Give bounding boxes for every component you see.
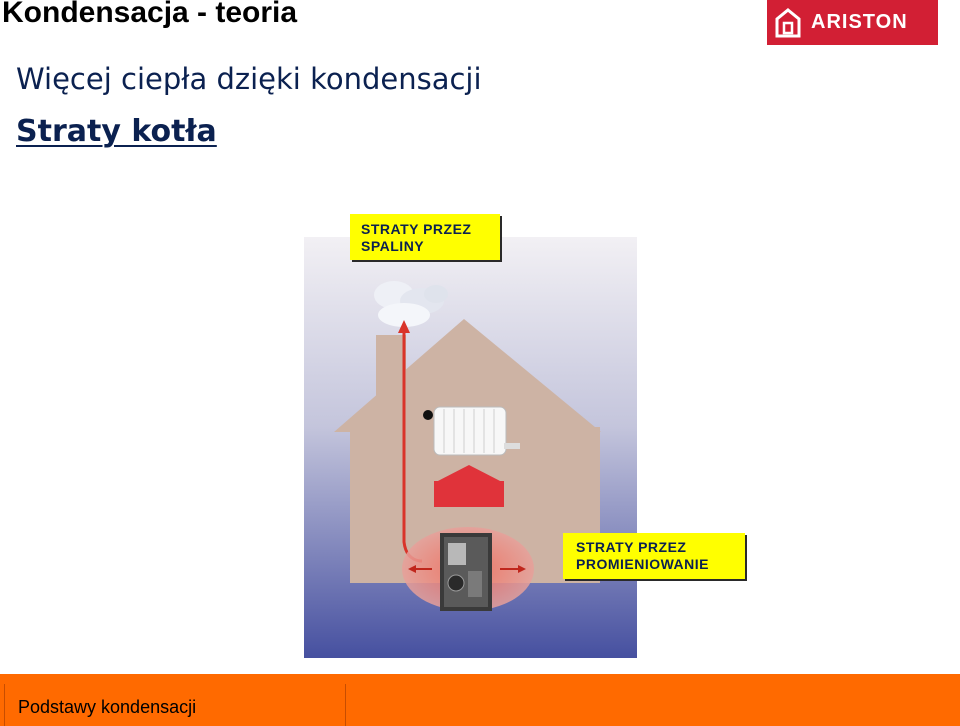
flue-gas-loss-line2: SPALINY xyxy=(361,238,425,254)
radiation-loss-line1: STRATY PRZEZ xyxy=(576,539,687,555)
flue-gas-loss-line1: STRATY PRZEZ xyxy=(361,221,472,237)
boiler-losses-illustration xyxy=(304,237,637,658)
heat-arrow-body xyxy=(434,481,504,507)
radiation-loss-label xyxy=(563,533,745,579)
footer-text: Podstawy kondensacji xyxy=(18,697,197,717)
radiator xyxy=(423,407,520,455)
radiation-loss-line2: PROMIENIOWANIE xyxy=(576,556,710,572)
footer-divider xyxy=(345,684,346,726)
slide-title: Kondensacja - teoria xyxy=(2,0,298,29)
slide-subtitle: Więcej ciepła dzięki kondensacji xyxy=(16,62,482,96)
footer-bar xyxy=(0,674,960,726)
boiler xyxy=(440,533,492,611)
house-logo-icon xyxy=(775,8,801,38)
section-heading: Straty kotła xyxy=(16,114,217,149)
footer-divider xyxy=(4,684,5,726)
ariston-logo xyxy=(767,0,938,45)
flue-gas-loss-label xyxy=(350,214,500,260)
logo-text: ARISTON xyxy=(811,11,908,33)
